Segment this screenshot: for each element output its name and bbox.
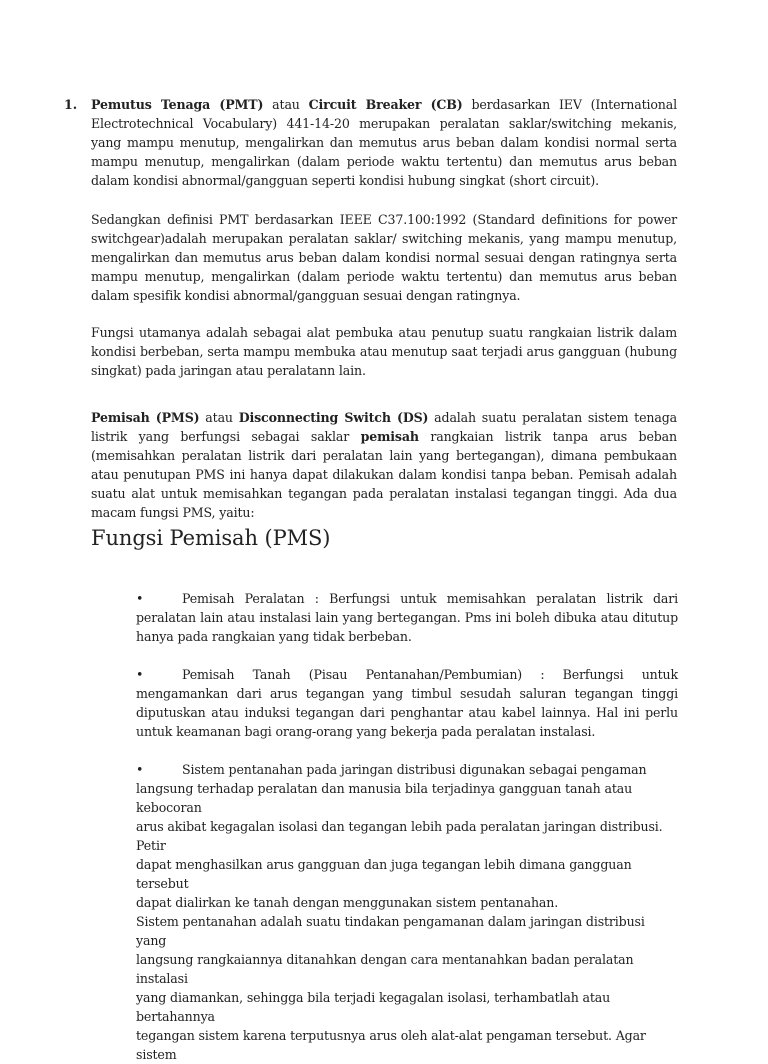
line-text: Sistem pentanahan pada jaringan distribusi digunakan sebagai pengaman <box>182 762 647 777</box>
list-number: 1. <box>64 97 78 112</box>
term-pemisah: pemisah <box>360 429 419 444</box>
bullet-item-pemisah-peralatan <box>136 589 678 646</box>
bullet-icon: • <box>136 762 144 777</box>
term-circuit-breaker: Circuit Breaker (CB) <box>308 97 463 112</box>
paragraph-function: Fungsi utamanya adalah sebagai alat pembuka atau penutup suatu rangkaian listrik dalam kondisi berbeban, serta mampu membuka atau menutup saat terjadi arus gangguan (hubung singkat) pada jaringan atau peralatann lain. <box>91 325 677 378</box>
section-heading: Fungsi Pemisah (PMS) <box>91 526 331 550</box>
text-span: berdasarkan IEV (International Electrotechnical Vocabulary) 441-14-20 merupakan peralatan saklar/switching mekanis, yang mampu menutup, mengalirkan dan memutus arus beban dalam kondisi normal serta mampu menutup, mengalirkan (dalam periode waktu tertentu) dan memutus arus beban dalam kondisi abnormal/gangguan seperti kondisi hubung singkat (short circuit). <box>91 97 677 188</box>
paragraph-pms-definition <box>91 408 677 522</box>
bullet-item-sistem-pentanahan <box>136 760 678 1064</box>
text-line: Sistem pentanahan adalah suatu tindakan pengamanan dalam jaringan distribusi yang <box>136 914 645 948</box>
text-span: adalah suatu peralatan sistem tenaga listrik yang berfungsi sebagai saklar <box>91 410 677 444</box>
bullet-text: Pemisah Tanah (Pisau Pentanahan/Pembumian) : Berfungsi untuk mengamankan dari arus tegangan yang timbul sesudah saluran tegangan tinggi diputuskan atau induksi tegangan dari penghantar atau kabel lainnya. Hal ini perlu untuk keamanan bagi orang-orang yang bekerja pada peralatan instalasi. <box>136 667 678 739</box>
text-line: dapat dialirkan ke tanah dengan menggunakan sistem pentanahan. <box>136 895 559 910</box>
text-span: atau <box>199 410 239 425</box>
text-line: tegangan sistem karena terputusnya arus oleh alat-alat pengaman tersebut. Agar sistem <box>136 1028 646 1062</box>
term-pmt: Pemutus Tenaga (PMT) <box>91 97 264 112</box>
bullet-text: Pemisah Peralatan : Berfungsi untuk memisahkan peralatan listrik dari peralatan lain atau instalasi lain yang bertegangan. Pms ini boleh dibuka atau ditutup hanya pada rangkaian yang tidak berbeban. <box>136 591 678 644</box>
paragraph-pmt-definition <box>91 95 677 190</box>
text-line <box>136 760 678 779</box>
bullet-icon: • <box>136 667 144 682</box>
term-disconnecting-switch: Disconnecting Switch (DS) <box>238 410 429 425</box>
text-line: dapat menghasilkan arus gangguan dan juga tegangan lebih dimana gangguan tersebut <box>136 857 632 891</box>
text-span: rangkaian listrik tanpa arus beban (memisahkan peralatan listrik dari peralatan lain yang bertegangan), dimana pembukaan atau penutupan PMS ini hanya dapat dilakukan dalam kondisi tanpa beban. Pemisah adalah suatu alat untuk memisahkan tegangan pada peralatan instalasi tegangan tinggi. Ada dua macam fungsi PMS, yaitu: <box>91 429 677 520</box>
text-line: langsung terhadap peralatan dan manusia bila terjadinya gangguan tanah atau kebocoran <box>136 781 633 815</box>
term-pms: Pemisah (PMS) <box>91 410 200 425</box>
text-line: langsung rangkaiannya ditanahkan dengan cara mentanahkan badan peralatan instalasi <box>136 952 634 986</box>
text-line: arus akibat kegagalan isolasi dan tegangan lebih pada peralatan jaringan distribusi. Petir <box>136 819 663 853</box>
bullet-item-pemisah-tanah <box>136 665 678 741</box>
text-line: yang diamankan, sehingga bila terjadi kegagalan isolasi, terhambatlah atau bertahannya <box>136 990 611 1024</box>
bullet-icon: • <box>136 591 144 606</box>
text-span: atau <box>263 97 309 112</box>
paragraph-ieee-definition: Sedangkan definisi PMT berdasarkan IEEE C37.100:1992 (Standard definitions for power switchgear)adalah merupakan peralatan saklar/ switching mekanis, yang mampu menutup, mengalirkan dan memutus arus beban dalam kondisi normal sesuai dengan ratingnya serta mampu menutup, mengalirkan (dalam periode waktu tertentu) dan memutus arus beban dalam spesifik kondisi abnormal/gangguan sesuai dengan ratingnya. <box>91 212 677 303</box>
